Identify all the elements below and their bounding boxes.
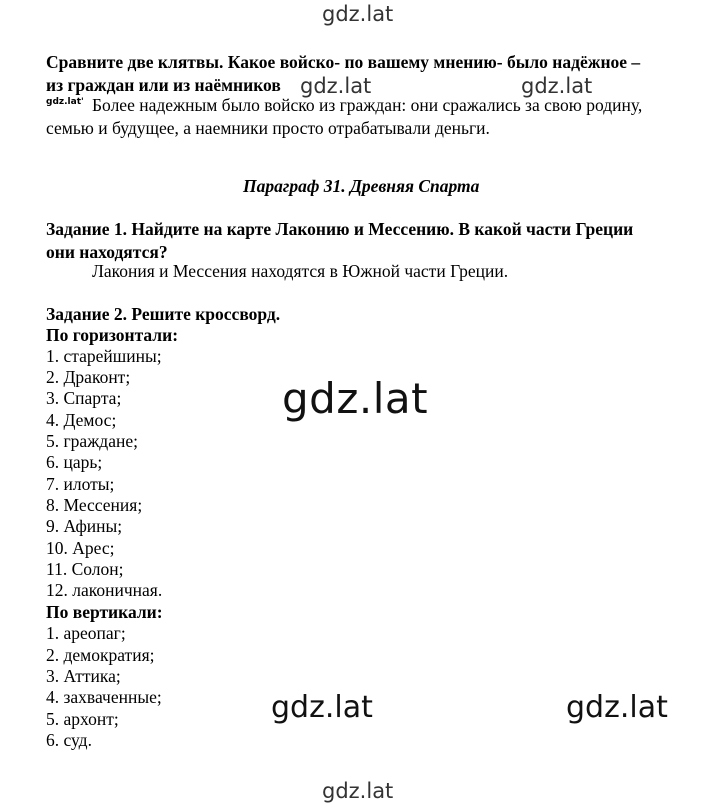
- list-item: 1. ареопаг;: [46, 623, 126, 643]
- task1-line-1: Задание 1. Найдите на карте Лаконию и Мессению. В какой части Греции: [46, 219, 634, 239]
- list-item: 5. архонт;: [46, 709, 119, 729]
- list-item: 6. суд.: [46, 730, 92, 750]
- watermark-bottom: gdz.lat: [322, 779, 394, 803]
- watermark-mid-2: gdz.lat: [566, 690, 668, 725]
- watermark-mid-1: gdz.lat: [271, 690, 373, 725]
- question-line-2: из граждан или из наёмников: [46, 75, 281, 95]
- list-item: 3. Аттика;: [46, 666, 121, 686]
- list-item: 2. Драконт;: [46, 367, 131, 387]
- paragraph-heading: Параграф 31. Древняя Спарта: [243, 176, 480, 196]
- task2-title: Задание 2. Решите кроссворд.: [46, 304, 281, 324]
- watermark-top: gdz.lat: [322, 2, 394, 26]
- task1-answer: Лакония и Мессения находятся в Южной части Греции.: [92, 261, 509, 281]
- list-item: 12. лаконичная.: [46, 580, 163, 600]
- list-item: 3. Спарта;: [46, 388, 122, 408]
- watermark-inline-1: gdz.lat: [300, 74, 372, 98]
- list-item: 1. старейшины;: [46, 346, 162, 366]
- task1-line-2: они находятся?: [46, 242, 168, 262]
- list-item: 4. захваченные;: [46, 687, 162, 707]
- vertical-heading: По вертикали:: [46, 602, 163, 622]
- list-item: 4. Демос;: [46, 410, 117, 430]
- list-item: 8. Мессения;: [46, 495, 143, 515]
- list-item: 10. Арес;: [46, 538, 115, 558]
- watermark-tiny: gdz.lat': [46, 97, 84, 107]
- watermark-big: gdz.lat: [282, 374, 429, 423]
- list-item: 7. илоты;: [46, 474, 115, 494]
- list-item: 2. демократия;: [46, 645, 155, 665]
- horizontal-heading: По горизонтали:: [46, 325, 179, 345]
- list-item: 9. Афины;: [46, 516, 123, 536]
- list-item: 5. граждане;: [46, 431, 138, 451]
- answer-line-2: семью и будущее, а наемники просто отрабатывали деньги.: [46, 118, 490, 138]
- list-item: 11. Солон;: [46, 559, 124, 579]
- watermark-inline-2: gdz.lat: [521, 74, 593, 98]
- question-line-1: Сравните две клятвы. Какое войско- по вашему мнению- было надёжное –: [46, 52, 641, 72]
- list-item: 6. царь;: [46, 452, 103, 472]
- answer-line-1: Более надежным было войско из граждан: они сражались за свою родину,: [92, 95, 643, 115]
